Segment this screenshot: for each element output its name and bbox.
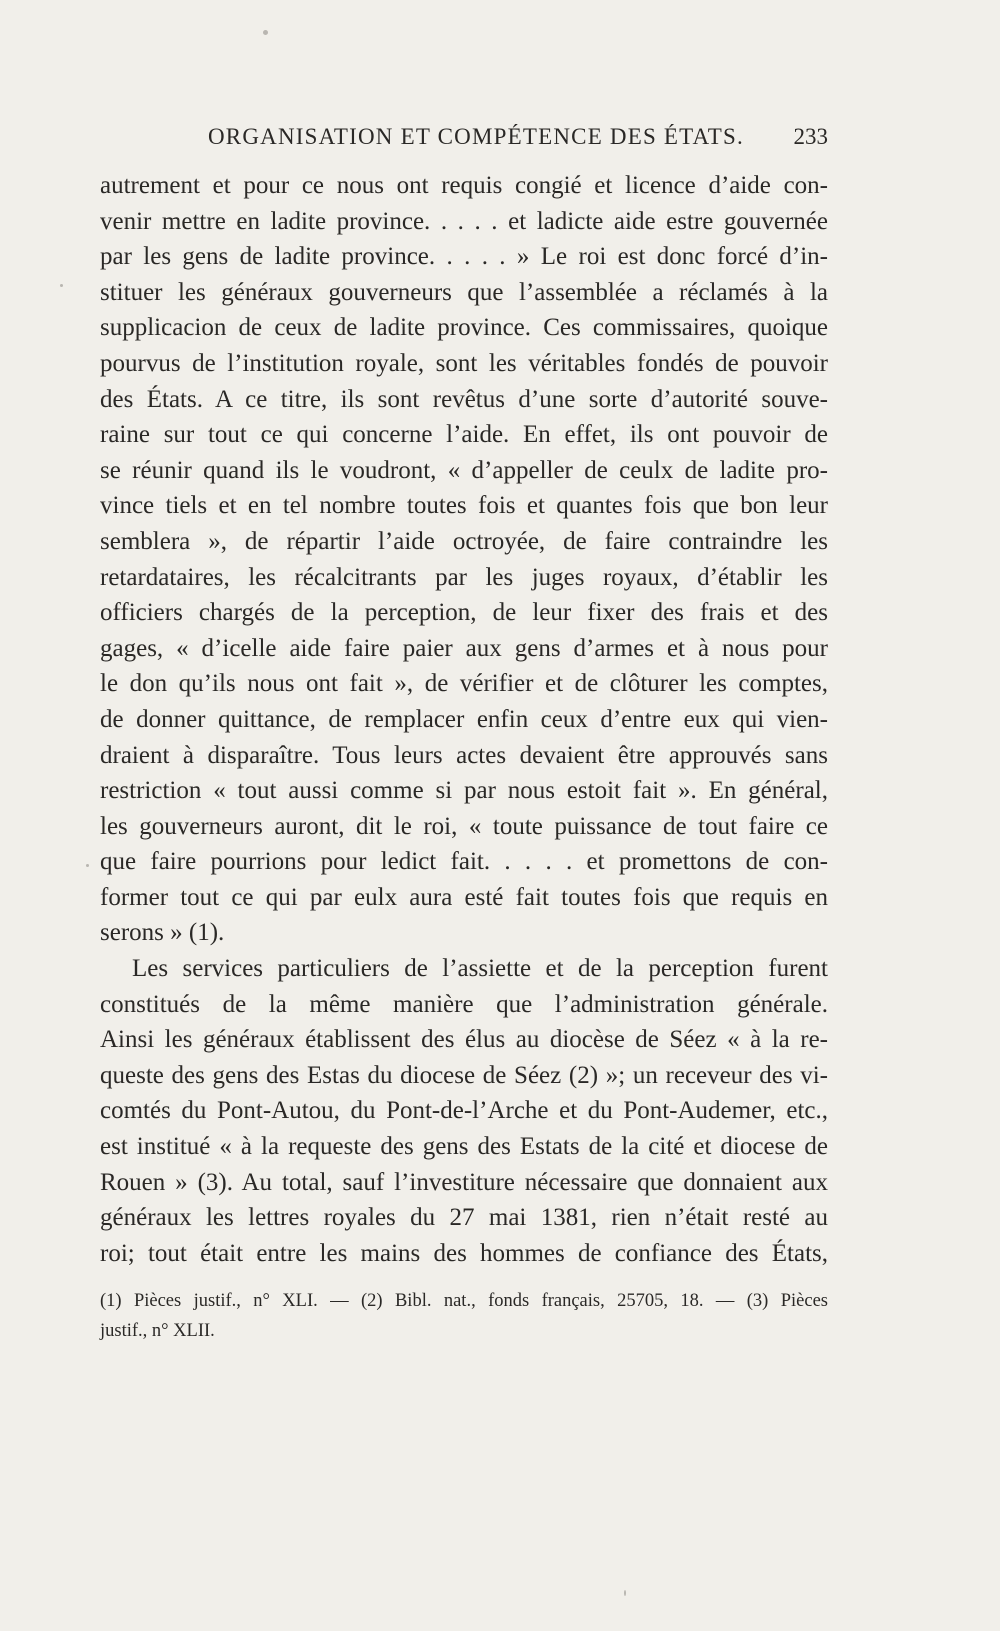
page-number: 233 [793,124,828,149]
ink-speck [60,284,63,287]
text-line: les gouverneurs auront, dit le roi, « toute puissance de tout faire ce [100,812,828,840]
ink-speck [624,1590,626,1596]
running-title: ORGANISATION ET COMPÉTENCE DES ÉTATS. [208,124,745,149]
running-head [100,124,828,158]
text-line: venir mettre en ladite province. . . . . et ladicte aide estre gouvernée [100,207,828,235]
text-line: Les services particuliers de l’assiette et de la perception furent [132,955,828,983]
text-line: queste des gens des Estas du diocese de Séez (2) »; un receveur des vi- [100,1061,828,1089]
text-line: Rouen » (3). Au total, sauf l’investiture nécessaire que donnaient aux [100,1168,828,1196]
text-line: se réunir quand ils le voudront, « d’appeller de ceulx de ladite pro- [100,456,828,484]
text-line: comtés du Pont-Autou, du Pont-de-l’Arche et du Pont-Audemer, etc., [100,1097,828,1125]
text-line: serons » (1). [100,919,225,947]
text-line: constitués de la même manière que l’administration générale. [100,990,828,1018]
text-line: retardataires, les récalcitrants par les juges royaux, d’établir les [100,563,828,591]
body-text [100,168,828,1271]
text-line: généraux les lettres royales du 27 mai 1381, rien n’était resté au [100,1204,828,1232]
text-line: pourvus de l’institution royale, sont les véritables fondés de pouvoir [100,349,828,377]
text-line: autrement et pour ce nous ont requis congié et licence d’aide con- [100,172,828,199]
text-line: raine sur tout ce qui concerne l’aide. En effet, ils ont pouvoir de [100,421,828,449]
text-line: vince tiels et en tel nombre toutes fois et quantes fois que bon leur [100,492,828,520]
text-line: est institué « à la requeste des gens des Estats de la cité et diocese de [100,1133,828,1161]
text-line: officiers chargés de la perception, de leur fixer des frais et des [100,599,828,627]
ink-speck [263,30,268,35]
text-line: restriction « tout aussi comme si par nous estoit fait ». En général, [100,777,828,805]
text-line: par les gens de ladite province. . . . . » Le roi est donc forcé d’in- [100,243,828,271]
text-line: de donner quittance, de remplacer enfin ceux d’entre eux qui vien- [100,705,828,733]
text-line: supplicacion de ceux de ladite province. Ces commissaires, quoique [100,314,828,342]
text-line: le don qu’ils nous ont fait », de vérifier et de clôturer les comptes, [100,670,828,698]
text-line: gages, « d’icelle aide faire paier aux gens d’armes et à nous pour [100,634,828,662]
text-line: Ainsi les généraux établissent des élus au diocèse de Séez « à la re- [100,1026,828,1054]
text-line: des États. A ce titre, ils sont revêtus d’une sorte d’autorité souve- [100,385,828,413]
footnote-line: (1) Pièces justif., n° XLI. — (2) Bibl. nat., fonds français, 25705, 18. — (3) Pièces [100,1291,828,1311]
text-line: semblera », de répartir l’aide octroyée, de faire contraindre les [100,527,828,555]
text-line: roi; tout était entre les mains des hommes de confiance des États, [100,1239,828,1267]
footnote-line: justif., n° XLII. [100,1321,215,1341]
text-line: former tout ce qui par eulx aura esté fait toutes fois que requis en [100,883,828,911]
text-line: stituer les généraux gouverneurs que l’assemblée a réclamés à la [100,278,828,306]
text-line: draient à disparaître. Tous leurs actes devaient être approuvés sans [100,741,828,769]
ink-speck [86,864,89,867]
footnotes [100,1286,828,1346]
text-line: que faire pourrions pour ledict fait. . . . . et promettons de con- [100,848,828,876]
